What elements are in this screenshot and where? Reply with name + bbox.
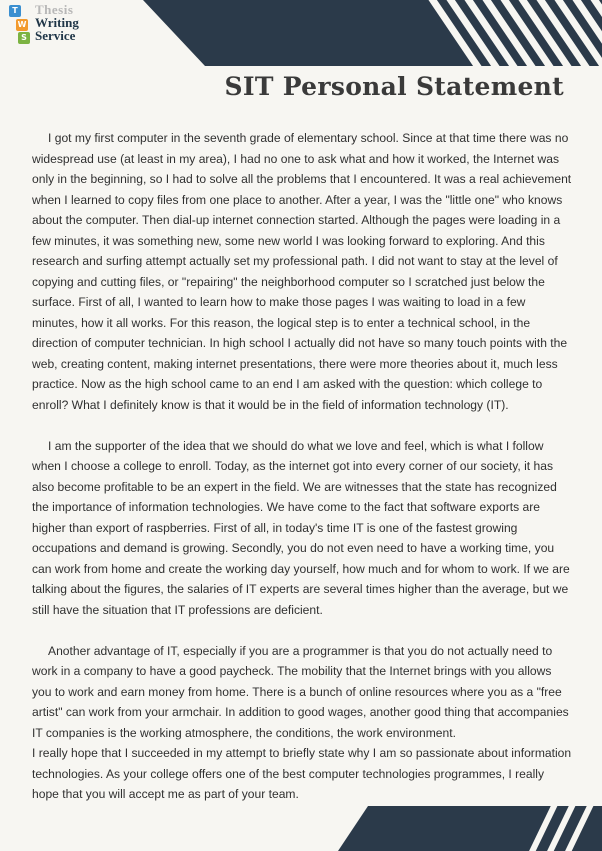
logo-line-service: Service: [35, 28, 76, 43]
logo-block-s: S: [18, 32, 30, 44]
paragraph-3: Another advantage of IT, especially if you are a programmer is that you do not actually need to work in a company to have a good paycheck. The mobility that the Internet brings with you allows you to work and earn money from home. There is a bunch of online resources where you as a "free artist" can work from your armchair. In addition to good wages, another good thing that accompanies IT companies is the working atmosphere, the conditions, the work environment.: [32, 643, 569, 740]
footer-banner: [0, 806, 602, 851]
logo-wordmark: [35, 3, 79, 42]
logo-line-thesis: Thesis: [35, 2, 74, 17]
logo[interactable]: [5, 2, 125, 46]
paragraph-2: I am the supporter of the idea that we should do what we love and feel, which is what I follow when I choose a college to enroll. Today, as the internet got into every corner of our society, it has also become profitable to be an expert in the field. We are witnesses that the state has recognized the importance of information technologies. We have come to the fact that software exports are higher than export of raspberries. First of all, in today's time IT is one of the fastest growing occupations and demand is growing. Secondly, you do not even need to have a working time, you can work from home and create the working day yourself, how much and for whom to work. If we are talking about the figures, the salaries of IT experts are several times higher than the average, but we still have the situation that IT professions are deficient.: [32, 438, 570, 617]
paragraph-1: I got my first computer in the seventh grade of elementary school. Since at that time there was no widespread use (at least in my area), I had no one to ask what and how it worked, the Internet was only in the beginning, so I had to solve all the problems that I encountered. It was a real achievement when I learned to copy files from one place to another. After a year, I was the "little one" who knows about the computer. Then dial-up internet connection started. Although the pages were loading in a few minutes, it was something new, some new world I was looking forward to exploring. And this research and surfing attempt actually set my professional path. I did not want to stay at the level of copying and cutting files, or "repairing" the neighborhood computer so I scratched just below the surface. First of all, I wanted to learn how to make those pages I was waiting to load in a few minutes, how it all works. For this reason, the logical step is to enter a technical school, in the direction of computer technician. In high school I actually did not have so many touch points with the web, creating content, making internet presentations, there were more theories about it, much less practice. Now as the high school came to an end I am asked with the question: which college to enroll? What I definitely know is that it would be in the field of information technology (IT).: [32, 131, 572, 412]
logo-line-writing: Writing: [35, 15, 79, 30]
paragraph-4: I really hope that I succeeded in my attempt to briefly state why I am so passionate about information technologies. As your college offers one of the best computer technologies programmes, I really hope that you will accept me as part of your team.: [32, 746, 572, 801]
logo-mark-icon: [5, 2, 35, 46]
statement-body: [32, 128, 572, 805]
logo-block-t: T: [9, 5, 21, 17]
logo-block-w: W: [17, 20, 27, 29]
page-title: SIT Personal Statement: [224, 72, 564, 101]
